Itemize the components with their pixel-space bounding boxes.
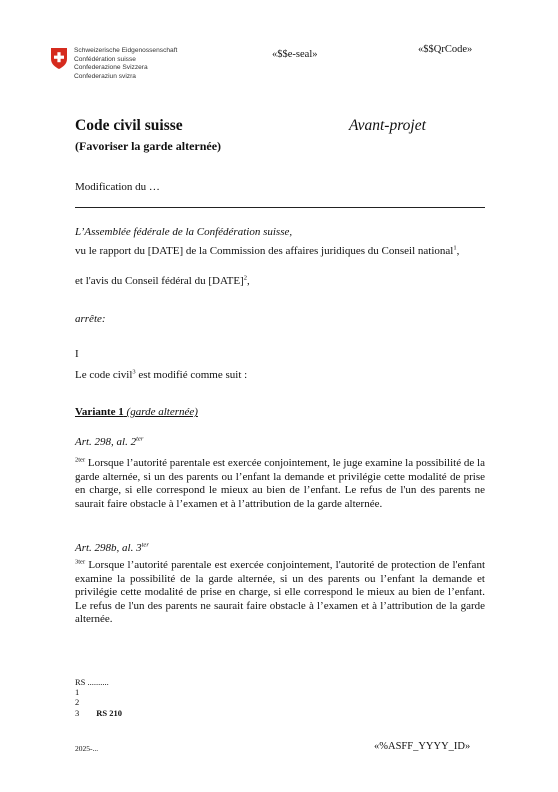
footer-document-id: «%ASFF_YYYY_ID» xyxy=(374,741,471,752)
preamble-avis-text: et l'avis du Conseil fédéral du [DATE] xyxy=(75,275,244,287)
document-subtitle: (Favoriser la garde alternée) xyxy=(75,139,222,153)
org-line-fr: Confédération suisse xyxy=(74,55,136,63)
footnote-ref-2: 2 xyxy=(243,274,248,282)
intro-text: Le code civil xyxy=(75,369,133,381)
footnote-3 xyxy=(75,709,122,718)
article-298-sup: ter xyxy=(136,435,144,443)
federal-administration-name xyxy=(74,47,177,81)
variant-note: (garde alternée) xyxy=(126,406,198,418)
document-title: Code civil suisse xyxy=(75,117,183,134)
article-298-text: Lorsque l’autorité parentale est exercée conjointement, le juge examine la possibilité de la garde alternée, si un des parents ou l’enfant la demande et privilégie cette modalité de prise en charge, si elle correspond le mieux au bien de l’enfant. Le refus de l'un des parents ne saurait faire obstacle à l’examen et à l’attribution de la garde alternée. xyxy=(75,457,485,510)
footnote-1 xyxy=(75,688,79,697)
draft-label: Avant-projet xyxy=(349,117,426,134)
preamble-avis xyxy=(75,275,485,289)
org-line-it: Confederazione Svizzera xyxy=(74,64,148,72)
footnote-3-text: RS 210 xyxy=(96,708,122,718)
section-number: I xyxy=(75,348,79,360)
footnote-3-num: 3 xyxy=(75,708,80,718)
footnote-2-num: 2 xyxy=(75,697,80,707)
footnote-1-num: 1 xyxy=(75,687,80,697)
article-298b-title: Art. 298b, al. 3 xyxy=(75,542,142,554)
preamble-arrete: arrête: xyxy=(75,313,106,325)
e-seal-placeholder: «$$e-seal» xyxy=(272,49,318,60)
preamble-assembly: L’Assemblée fédérale de la Confédération suisse, xyxy=(75,226,293,238)
intro-end: est modifié comme suit : xyxy=(135,369,248,381)
title-divider xyxy=(75,207,485,208)
variant-label: Variante 1 xyxy=(75,406,124,418)
org-line-de: Schweizerische Eidgenossenschaft xyxy=(74,47,178,54)
article-298-heading xyxy=(75,436,143,448)
preamble-report-text: vu le rapport du [DATE] de la Commission des affaires juridiques du Conseil national xyxy=(75,245,454,257)
footnote-2 xyxy=(75,698,79,707)
article-298-paragraph xyxy=(75,457,485,511)
article-298b-para-mark: 3ter xyxy=(75,558,86,566)
article-298-title: Art. 298, al. 2 xyxy=(75,436,137,448)
preamble-avis-end: , xyxy=(247,275,250,287)
footnote-rs: RS .......... xyxy=(75,677,109,687)
preamble-report-end: , xyxy=(456,245,460,257)
article-298b-sup: ter xyxy=(141,541,149,549)
footnote-ref-1: 1 xyxy=(453,244,457,252)
article-298b-text: Lorsque l’autorité parentale est exercée conjointement, l'autorité de protection de l'enfant examine la possibilité de la garde alternée, si un des parents ou l’enfant la demande et privilégie cette modalité de prise en charge, si elle correspond le mieux au bien de l’enfant. Le refus de l'un des parents ne saurait faire obstacle à l’examen et à l’attribution de la garde alternée. xyxy=(75,559,485,625)
article-298b-heading xyxy=(75,542,149,554)
article-298b-paragraph xyxy=(75,559,485,627)
preamble-report xyxy=(75,245,485,259)
modification-intro xyxy=(75,369,485,383)
qrcode-placeholder: «$$QrCode» xyxy=(418,44,473,55)
modification-line: Modification du … xyxy=(75,181,160,193)
footnote-ref-3: 3 xyxy=(132,368,136,376)
footer-date: 2025-... xyxy=(75,744,99,753)
org-line-rm: Confederaziun svizra xyxy=(74,72,136,80)
swiss-flag-icon xyxy=(50,48,68,69)
variant-heading xyxy=(75,406,198,418)
article-298-para-mark: 2ter xyxy=(75,456,86,464)
